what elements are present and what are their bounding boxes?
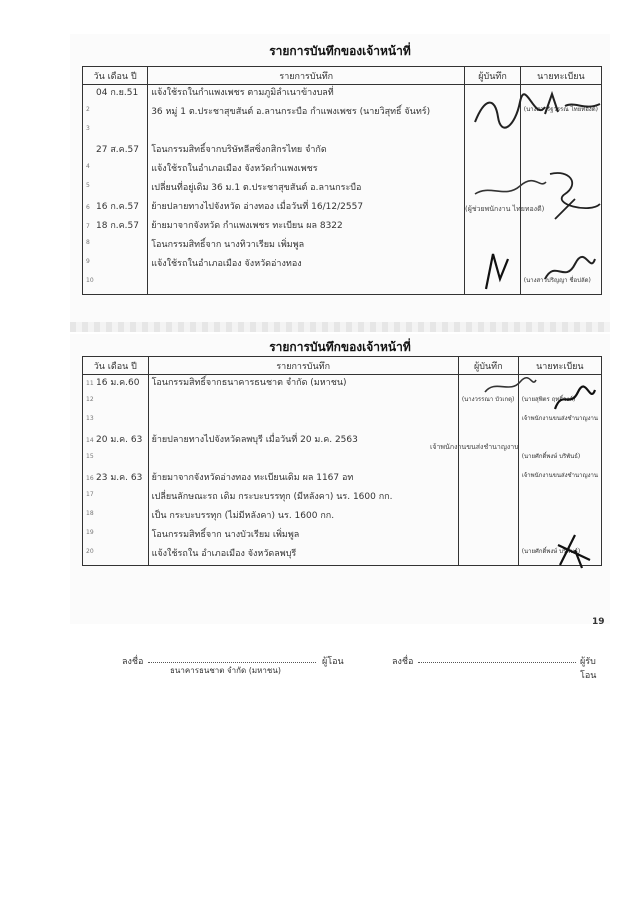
security-stripe [70, 322, 610, 332]
sheet-title: รายการบันทึกของเจ้าหน้าที่ [269, 340, 411, 354]
transferor-name: ธนาคารธนชาต จำกัด (มหาชน) [170, 666, 281, 675]
cell-registrar: (นายสุพิตร ฤทธิ์วงศ์) [518, 394, 601, 413]
cell-registrar [518, 489, 601, 508]
cell-date [83, 489, 149, 508]
cell-entry: ย้ายปลายทางไปจังหวัด อ่างทอง เมื่อวันที่ 16/12/2557 [148, 199, 465, 218]
table-row [83, 451, 602, 470]
cell-registrar: (นางสาวปริญญา ชื่อปลัด) [520, 275, 601, 295]
cell-date [83, 470, 149, 489]
cell-date [83, 394, 149, 413]
table-row [83, 508, 602, 527]
table-row [83, 218, 602, 237]
row-number: 3 [86, 125, 90, 132]
cell-date [83, 375, 149, 395]
cell-entry: แจ้งใช้รถใน อำเภอเมือง จังหวัดลพบุรี [148, 546, 458, 566]
date-text: 23 ม.ค. 63 [96, 473, 143, 483]
cell-recorder [458, 527, 518, 546]
cell-entry: เปลี่ยนลักษณะรถ เดิม กระบะบรรทุก (มีหลังคา) นร. 1600 กก. [148, 489, 458, 508]
cell-registrar [518, 375, 601, 395]
date-text: 04 ก.ย.51 [96, 88, 139, 98]
cell-entry: แจ้งใช้รถในอำเภอเมือง จังหวัดกำแพงเพชร [148, 161, 465, 180]
header-registrar: นายทะเบียน [520, 67, 601, 85]
cell-date [83, 527, 149, 546]
cell-recorder [458, 546, 518, 566]
table-row [83, 104, 602, 123]
row-number: 8 [86, 239, 90, 246]
row-number: 5 [86, 182, 90, 189]
cell-recorder [458, 451, 518, 470]
cell-date [83, 237, 148, 256]
cell-entry: ย้ายมาจากจังหวัด กำแพงเพชร ทะเบียน ผล 8322 [148, 218, 465, 237]
cell-date [83, 142, 148, 161]
cell-registrar [520, 123, 601, 142]
cell-entry: ย้ายมาจากจังหวัดอ่างทอง ทะเบียนเดิม ผล 1167 อท [148, 470, 458, 489]
cell-recorder [458, 375, 518, 395]
table-row [83, 142, 602, 161]
table-row [83, 394, 602, 413]
table-row [83, 123, 602, 142]
cell-registrar: เจ้าพนักงานขนส่งชำนาญงาน [518, 413, 601, 432]
cell-entry: โอนกรรมสิทธิ์จากธนาคารธนชาต จำกัด (มหาชน) [148, 375, 458, 395]
cell-registrar [520, 161, 601, 180]
cell-registrar [520, 218, 601, 237]
cell-registrar [520, 85, 601, 105]
stamp-note: (ผู้ช่วยพนักงาน ไทยทองดี) [465, 205, 545, 213]
header-registrar: นายทะเบียน [518, 357, 601, 375]
table-row [83, 413, 602, 432]
cell-date [83, 199, 148, 218]
header-date: วัน เดือน ปี [83, 357, 149, 375]
cell-date [83, 180, 148, 199]
cell-entry: 36 หมู่ 1 ต.ประชาสุขสันต์ อ.ลานกระบือ กำแพงเพชร (นายวิสุทธิ์ จันทร์) [148, 104, 465, 123]
table-row [83, 237, 602, 256]
cell-entry: โอนกรรมสิทธิ์จาก นางทิวาเรียม เพิ่มพูล [148, 237, 465, 256]
cell-entry: เปลี่ยนที่อยู่เดิม 36 ม.1 ต.ประชาสุขสันต์ อ.ลานกระบือ [148, 180, 465, 199]
cell-date [83, 451, 149, 470]
header-recorder: ผู้บันทึก [458, 357, 518, 375]
row-number: 12 [86, 396, 94, 403]
cell-entry: แจ้งใช้รถในกำแพงเพชร ตามภูมิลำเนาข้างบลที่ [148, 85, 465, 105]
transferee-label: ผู้รับโอน [580, 657, 597, 681]
row-number: 10 [86, 277, 94, 284]
row-number: 15 [86, 453, 94, 460]
cell-date [83, 432, 149, 451]
row-number: 6 [86, 204, 90, 211]
cell-date [83, 123, 148, 142]
cell-date [83, 275, 148, 295]
cell-entry [148, 123, 465, 142]
cell-registrar [518, 527, 601, 546]
sign-label-transferor: ลงชื่อ [122, 657, 144, 667]
cell-recorder [465, 180, 520, 199]
row-number: 2 [86, 106, 90, 113]
row-number: 18 [86, 510, 94, 517]
date-text: 18 ก.ค.57 [96, 221, 139, 231]
cell-recorder [465, 123, 520, 142]
cell-entry [148, 275, 465, 295]
stamp-title-recorder: เจ้าพนักงานขนส่งชำนาญงาน [430, 443, 519, 451]
cell-recorder [465, 256, 520, 275]
cell-recorder [465, 275, 520, 295]
cell-entry: โอนกรรมสิทธิ์จากบริษัทลีสซิ่งกสิกรไทย จำกัด [148, 142, 465, 161]
cell-recorder [465, 142, 520, 161]
cell-date [83, 546, 149, 566]
cell-entry [148, 413, 458, 432]
cell-recorder [465, 237, 520, 256]
cell-entry: แจ้งใช้รถในอำเภอเมือง จังหวัดอ่างทอง [148, 256, 465, 275]
register-sheet-top [70, 34, 610, 324]
cell-recorder: (นางวรรณา บัวเกตุ) [458, 394, 518, 413]
cell-date [83, 218, 148, 237]
cell-recorder [458, 489, 518, 508]
row-number: 17 [86, 491, 94, 498]
row-number: 20 [86, 548, 94, 555]
cell-registrar [520, 180, 601, 199]
table-row [83, 375, 602, 395]
cell-entry: ย้ายปลายทางไปจังหวัดลพบุรี เมื่อวันที่ 20 ม.ค. 2563 [148, 432, 458, 451]
cell-recorder [458, 470, 518, 489]
record-table-top [82, 66, 602, 295]
date-text: 16 ก.ค.57 [96, 202, 139, 212]
cell-entry [148, 451, 458, 470]
cell-registrar: เจ้าพนักงานขนส่งชำนาญงาน [518, 470, 601, 489]
header-date: วัน เดือน ปี [83, 67, 148, 85]
cell-entry [148, 394, 458, 413]
table-row [83, 275, 602, 295]
table-row [83, 527, 602, 546]
cell-registrar [520, 237, 601, 256]
cell-registrar: (นายศักดิ์พงษ์ บริพันธ์) [518, 451, 601, 470]
cell-date [83, 413, 149, 432]
date-text: 20 ม.ค. 63 [96, 435, 143, 445]
row-number: 4 [86, 163, 90, 170]
cell-recorder [458, 413, 518, 432]
cell-recorder [465, 104, 520, 123]
header-entry: รายการบันทึก [148, 357, 458, 375]
transfer-signature-footer [70, 652, 610, 681]
table-row [83, 180, 602, 199]
table-row [83, 256, 602, 275]
row-number: 7 [86, 223, 90, 230]
cell-date [83, 508, 149, 527]
page-number-bottom: 19 [592, 617, 605, 627]
table-row [83, 85, 602, 105]
cell-registrar [518, 432, 601, 451]
cell-recorder [465, 85, 520, 105]
cell-entry: เป็น กระบะบรรทุก (ไม่มีหลังคา) นร. 1600 กก. [148, 508, 458, 527]
row-number: 13 [86, 415, 94, 422]
date-text: 16 ม.ค.60 [96, 378, 140, 388]
table-row [83, 546, 602, 566]
table-row [83, 489, 602, 508]
header-recorder: ผู้บันทึก [465, 67, 520, 85]
cell-registrar [520, 256, 601, 275]
row-number: 16 [86, 475, 94, 482]
row-number: 14 [86, 437, 94, 444]
record-table-bottom [82, 356, 602, 566]
date-text: 27 ส.ค.57 [96, 145, 140, 155]
cell-recorder [465, 218, 520, 237]
cell-registrar [518, 508, 601, 527]
cell-registrar: (นางสาวรัฐวรรณ ไทยทองดี) [520, 104, 601, 123]
cell-recorder [465, 161, 520, 180]
cell-recorder [458, 508, 518, 527]
transferor-label: ผู้โอน [322, 657, 344, 667]
cell-entry: โอนกรรมสิทธิ์จาก นางบัวเรียม เพิ่มพูล [148, 527, 458, 546]
cell-date [83, 256, 148, 275]
table-row [83, 470, 602, 489]
sheet-title: รายการบันทึกของเจ้าหน้าที่ [269, 44, 411, 58]
row-number: 11 [86, 380, 94, 387]
cell-registrar [520, 142, 601, 161]
cell-registrar: (นายศักดิ์พงษ์ บริพันธ์) [518, 546, 601, 566]
register-sheet-bottom [70, 334, 610, 624]
table-row [83, 161, 602, 180]
header-entry: รายการบันทึก [148, 67, 465, 85]
cell-date [83, 85, 148, 105]
row-number: 9 [86, 258, 90, 265]
table-row [83, 432, 602, 451]
sign-label-transferee: ลงชื่อ [392, 657, 414, 667]
row-number: 19 [86, 529, 94, 536]
cell-date [83, 104, 148, 123]
cell-date [83, 161, 148, 180]
